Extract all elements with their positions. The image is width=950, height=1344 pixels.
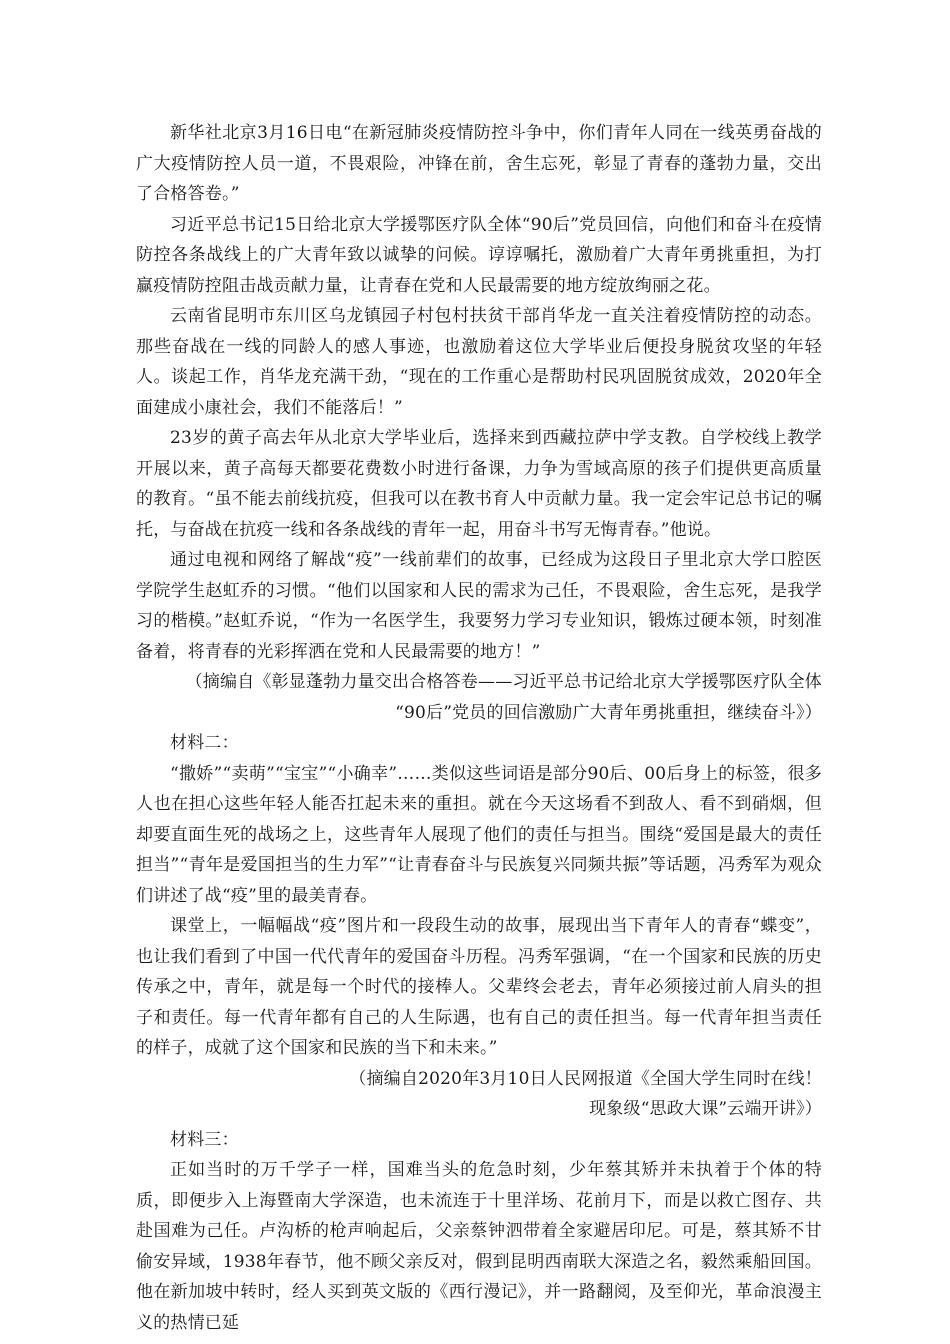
m1-paragraph-4: 23岁的黄子高去年从北京大学毕业后，选择来到西藏拉萨中学支教。自学校线上教学开展以来，黄子高每天都要花费数小时进行备课，力争为雪域高原的孩子们提供更高质量的教育。“虽不能去前线抗疫，但我可以在教书育人中贡献力量。我一定会牢记总书记的嘱托，与奋战在抗疫一线和各条战线的青年一起，用奋斗书写无悔青春。”他说。 <box>136 428 822 540</box>
m2-paragraph-1: “撒娇”“卖萌”“宝宝”“小确幸”……类似这些词语是部分90后、00后身上的标签，很多人也在担心这些年轻人能否扛起未来的重担。就在今天这场看不到敌人、看不到硝烟，但却要直面生死的战场之上，这些青年人展现了他们的责任与担当。围绕“爱国是最大的责任担当”“青年是爱国担当的生力军”“让青春奋斗与民族复兴同频共振”等话题，冯秀军为观众们讲述了战“疫”里的最美青春。 <box>136 763 822 906</box>
m1-source-line-2: “90后”党员的回信激励广大青年勇挑重担，继续奋斗》） <box>395 702 822 723</box>
m1-source-line-1: （摘编自《彰显蓬勃力量交出合格答卷——习近平总书记给北京大学援鄂医疗队全体 <box>185 672 822 692</box>
m3-paragraph-1: 正如当时的万千学子一样，国难当头的危急时刻，少年蔡其矫并未执着于个体的特质，即便步入上海暨南大学深造，也未流连于十里洋场、花前月下，而是以救亡图存、共赴国难为己任。卢沟桥的枪声响起后，父亲蔡钟泗带着全家避居印尼。可是，蔡其矫不甘偷安异域，1938年春节，他不顾父亲反对，假到昆明西南联大深造之名，毅然乘船回国。他在新加坡中转时，经人买到英文版的《西行漫记》，并一路翻阅，及至仰光，革命浪漫主义的热情已延 <box>136 1160 822 1333</box>
m1-paragraph-5: 通过电视和网络了解战“疫”一线前辈们的故事，已经成为这段日子里北京大学口腔医学院学生赵虹乔的习惯。“他们以国家和人民的需求为己任，不畏艰险，舍生忘死，是我学习的楷模。”赵虹乔说，“作为一名医学生，我要努力学习专业知识，锻炼过硬本领，时刻准备着，将青春的光彩挥洒在党和人民最需要的地方！” <box>136 550 822 662</box>
m1-paragraph-3: 云南省昆明市东川区乌龙镇园子村包村扶贫干部肖华龙一直关注着疫情防控的动态。那些奋战在一线的同龄人的感人事迹，也激励着这位大学毕业后便投身脱贫攻坚的年轻人。谈起工作，肖华龙充满干劲，“现在的工作重心是帮助村民巩固脱贫成效，2020年全面建成小康社会，我们不能落后！” <box>136 306 822 418</box>
m2-paragraph-2: 课堂上，一幅幅战“疫”图片和一段段生动的故事，展现出当下青年人的青春“蝶变”，也让我们看到了中国一代代青年的爱国奋斗历程。冯秀军强调，“在一个国家和民族的历史传承之中，青年，就是每一个时代的接棒人。父辈终会老去，青年必须接过前人肩头的担子和责任。每一代青年都有自己的人生际遇，也有自己的责任担当。每一代青年担当责任的样子，成就了这个国家和民族的当下和未来。” <box>136 916 822 1058</box>
m3-heading: 材料三： <box>170 1129 239 1150</box>
m1-paragraph-2: 习近平总书记15日给北京大学援鄂医疗队全体“90后”党员回信，向他们和奋斗在疫情防控各条战线上的广大青年致以诚挚的问候。谆谆嘱托，激励着广大青年勇挑重担，为打赢疫情防控阻击战贡献力量，让青春在党和人民最需要的地方绽放绚丽之花。 <box>136 214 822 296</box>
m2-source-line-1: （摘编自2020年3月10日人民网报道《全国大学生同时在线！ <box>349 1068 822 1089</box>
m1-paragraph-1: 新华社北京3月16日电“在新冠肺炎疫情防控斗争中，你们青年人同在一线英勇奋战的广大疫情防控人员一道，不畏艰险，冲锋在前，舍生忘死，彰显了青春的蓬勃力量，交出了合格答卷。” <box>136 123 822 204</box>
m2-source-line-2: 现象级“思政大课”云端开讲》） <box>589 1099 822 1119</box>
m2-heading: 材料二： <box>170 733 239 753</box>
document-page <box>136 118 822 1338</box>
